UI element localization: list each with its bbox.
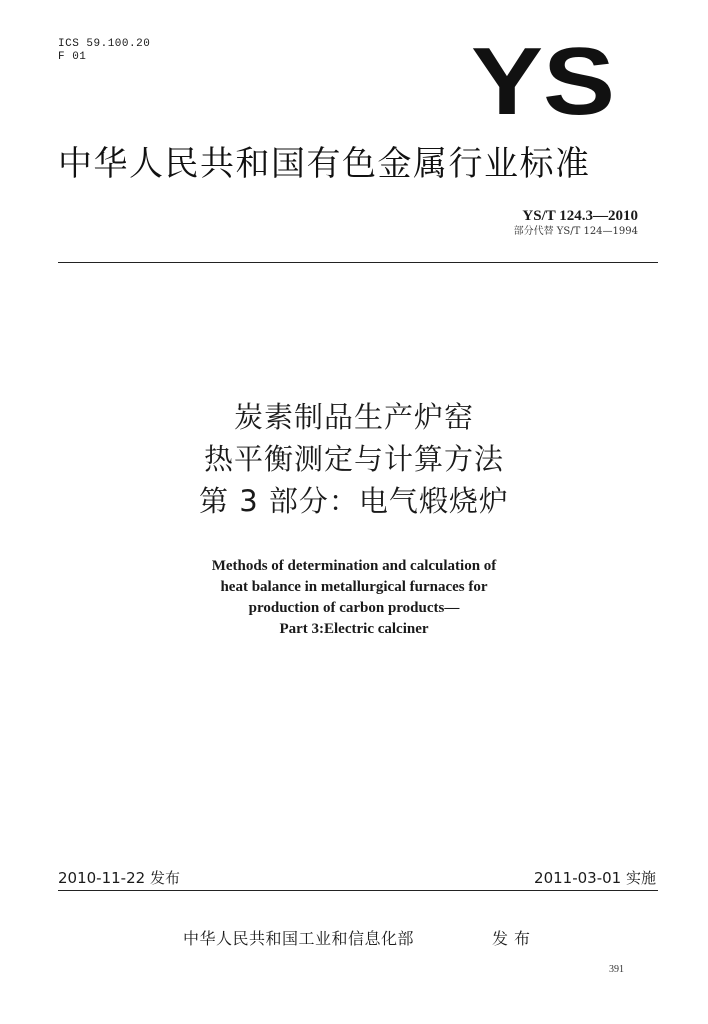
- ys-logo-text: YS: [471, 42, 615, 118]
- english-title-line-3: production of carbon products—: [248, 600, 460, 616]
- replaces-note: 部分代替 YS/T 124—1994: [513, 226, 638, 237]
- standard-number: [440, 208, 638, 224]
- english-title: [120, 556, 588, 640]
- english-title-line-4: Part 3:Electric calciner: [279, 621, 429, 637]
- english-title-line-2: heat balance in metallurgical furnaces for: [220, 579, 488, 595]
- implementation-date: 2011-03-01 实施: [534, 869, 656, 887]
- ys-logo: [470, 42, 616, 118]
- chinese-title-line-1: 炭素制品生产炉窑: [233, 400, 474, 434]
- ccs-code: F 01: [58, 51, 87, 63]
- publish-label: 发布: [492, 929, 537, 948]
- chinese-title: [100, 396, 608, 522]
- classification-codes: [58, 38, 150, 64]
- dates-row: [58, 868, 658, 890]
- english-title-line-1: Methods of determination and calculation of: [211, 558, 497, 574]
- agency-title: 中华人民共和国有色金属行业标准: [58, 144, 591, 184]
- publisher-name: 中华人民共和国工业和信息化部: [183, 929, 415, 948]
- top-divider: [58, 262, 658, 263]
- chinese-title-line-2: 热平衡测定与计算方法: [203, 442, 504, 476]
- issue-date: 2010-11-22 发布: [58, 869, 180, 887]
- bottom-divider: [58, 890, 658, 891]
- page-number: 391: [609, 964, 624, 975]
- standard-code: YS/T 124.3—2010: [522, 208, 638, 224]
- ics-code: ICS 59.100.20: [58, 38, 151, 50]
- chinese-title-line-3: 第 3 部分：电气煅烧炉: [199, 484, 509, 518]
